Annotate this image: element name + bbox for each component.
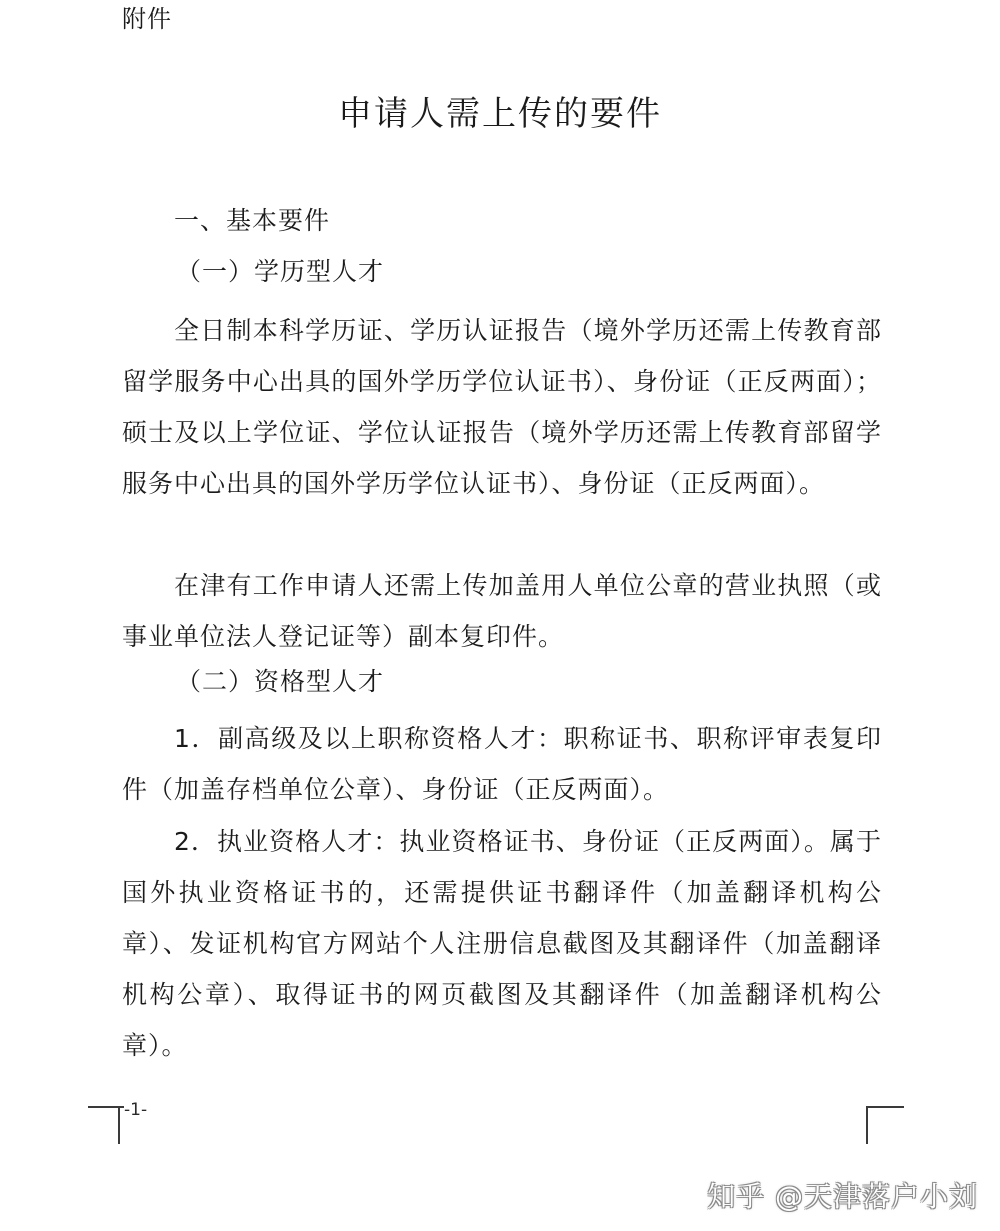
paragraph-education-documents: 全日制本科学历证、学历认证报告（境外学历还需上传教育部留学服务中心出具的国外学历学位认证书）、身份证（正反两面）；硕士及以上学位证、学位认证报告（境外学历还需上传教育部留学服务中心出具的国外学历学位认证书）、身份证（正反两面）。 [122,316,882,498]
section-heading-basic-requirements: 一、基本要件 [174,206,331,235]
paragraph-practice-qualification: 2．执业资格人才：执业资格证书、身份证（正反两面）。属于国外执业资格证书的，还需提供证书翻译件（加盖翻译机构公章）、发证机构官方网站个人注册信息截图及其翻译件（加盖翻译机构公章）、取得证书的网页截图及其翻译件（加盖翻译机构公章）。 [122,827,882,1060]
page-number: -1- [124,1100,148,1120]
page-corner-mark-right [866,1106,904,1144]
page-corner-mark-left [88,1106,124,1144]
paragraph-employer-license: 在津有工作申请人还需上传加盖用人单位公章的营业执照（或事业单位法人登记证等）副本复印件。 [122,571,882,651]
watermark: 知乎 @天津落户小刘 [707,1180,978,1213]
document-title: 申请人需上传的要件 [338,94,662,134]
subsection-heading-qualification-talent: （二）资格型人才 [176,667,385,696]
subsection-heading-education-talent: （一）学历型人才 [176,257,385,286]
attachment-label: 附件 [122,5,172,33]
paragraph-senior-title: 1．副高级及以上职称资格人才：职称证书、职称评审表复印件（加盖存档单位公章）、身份证（正反两面）。 [122,724,882,804]
